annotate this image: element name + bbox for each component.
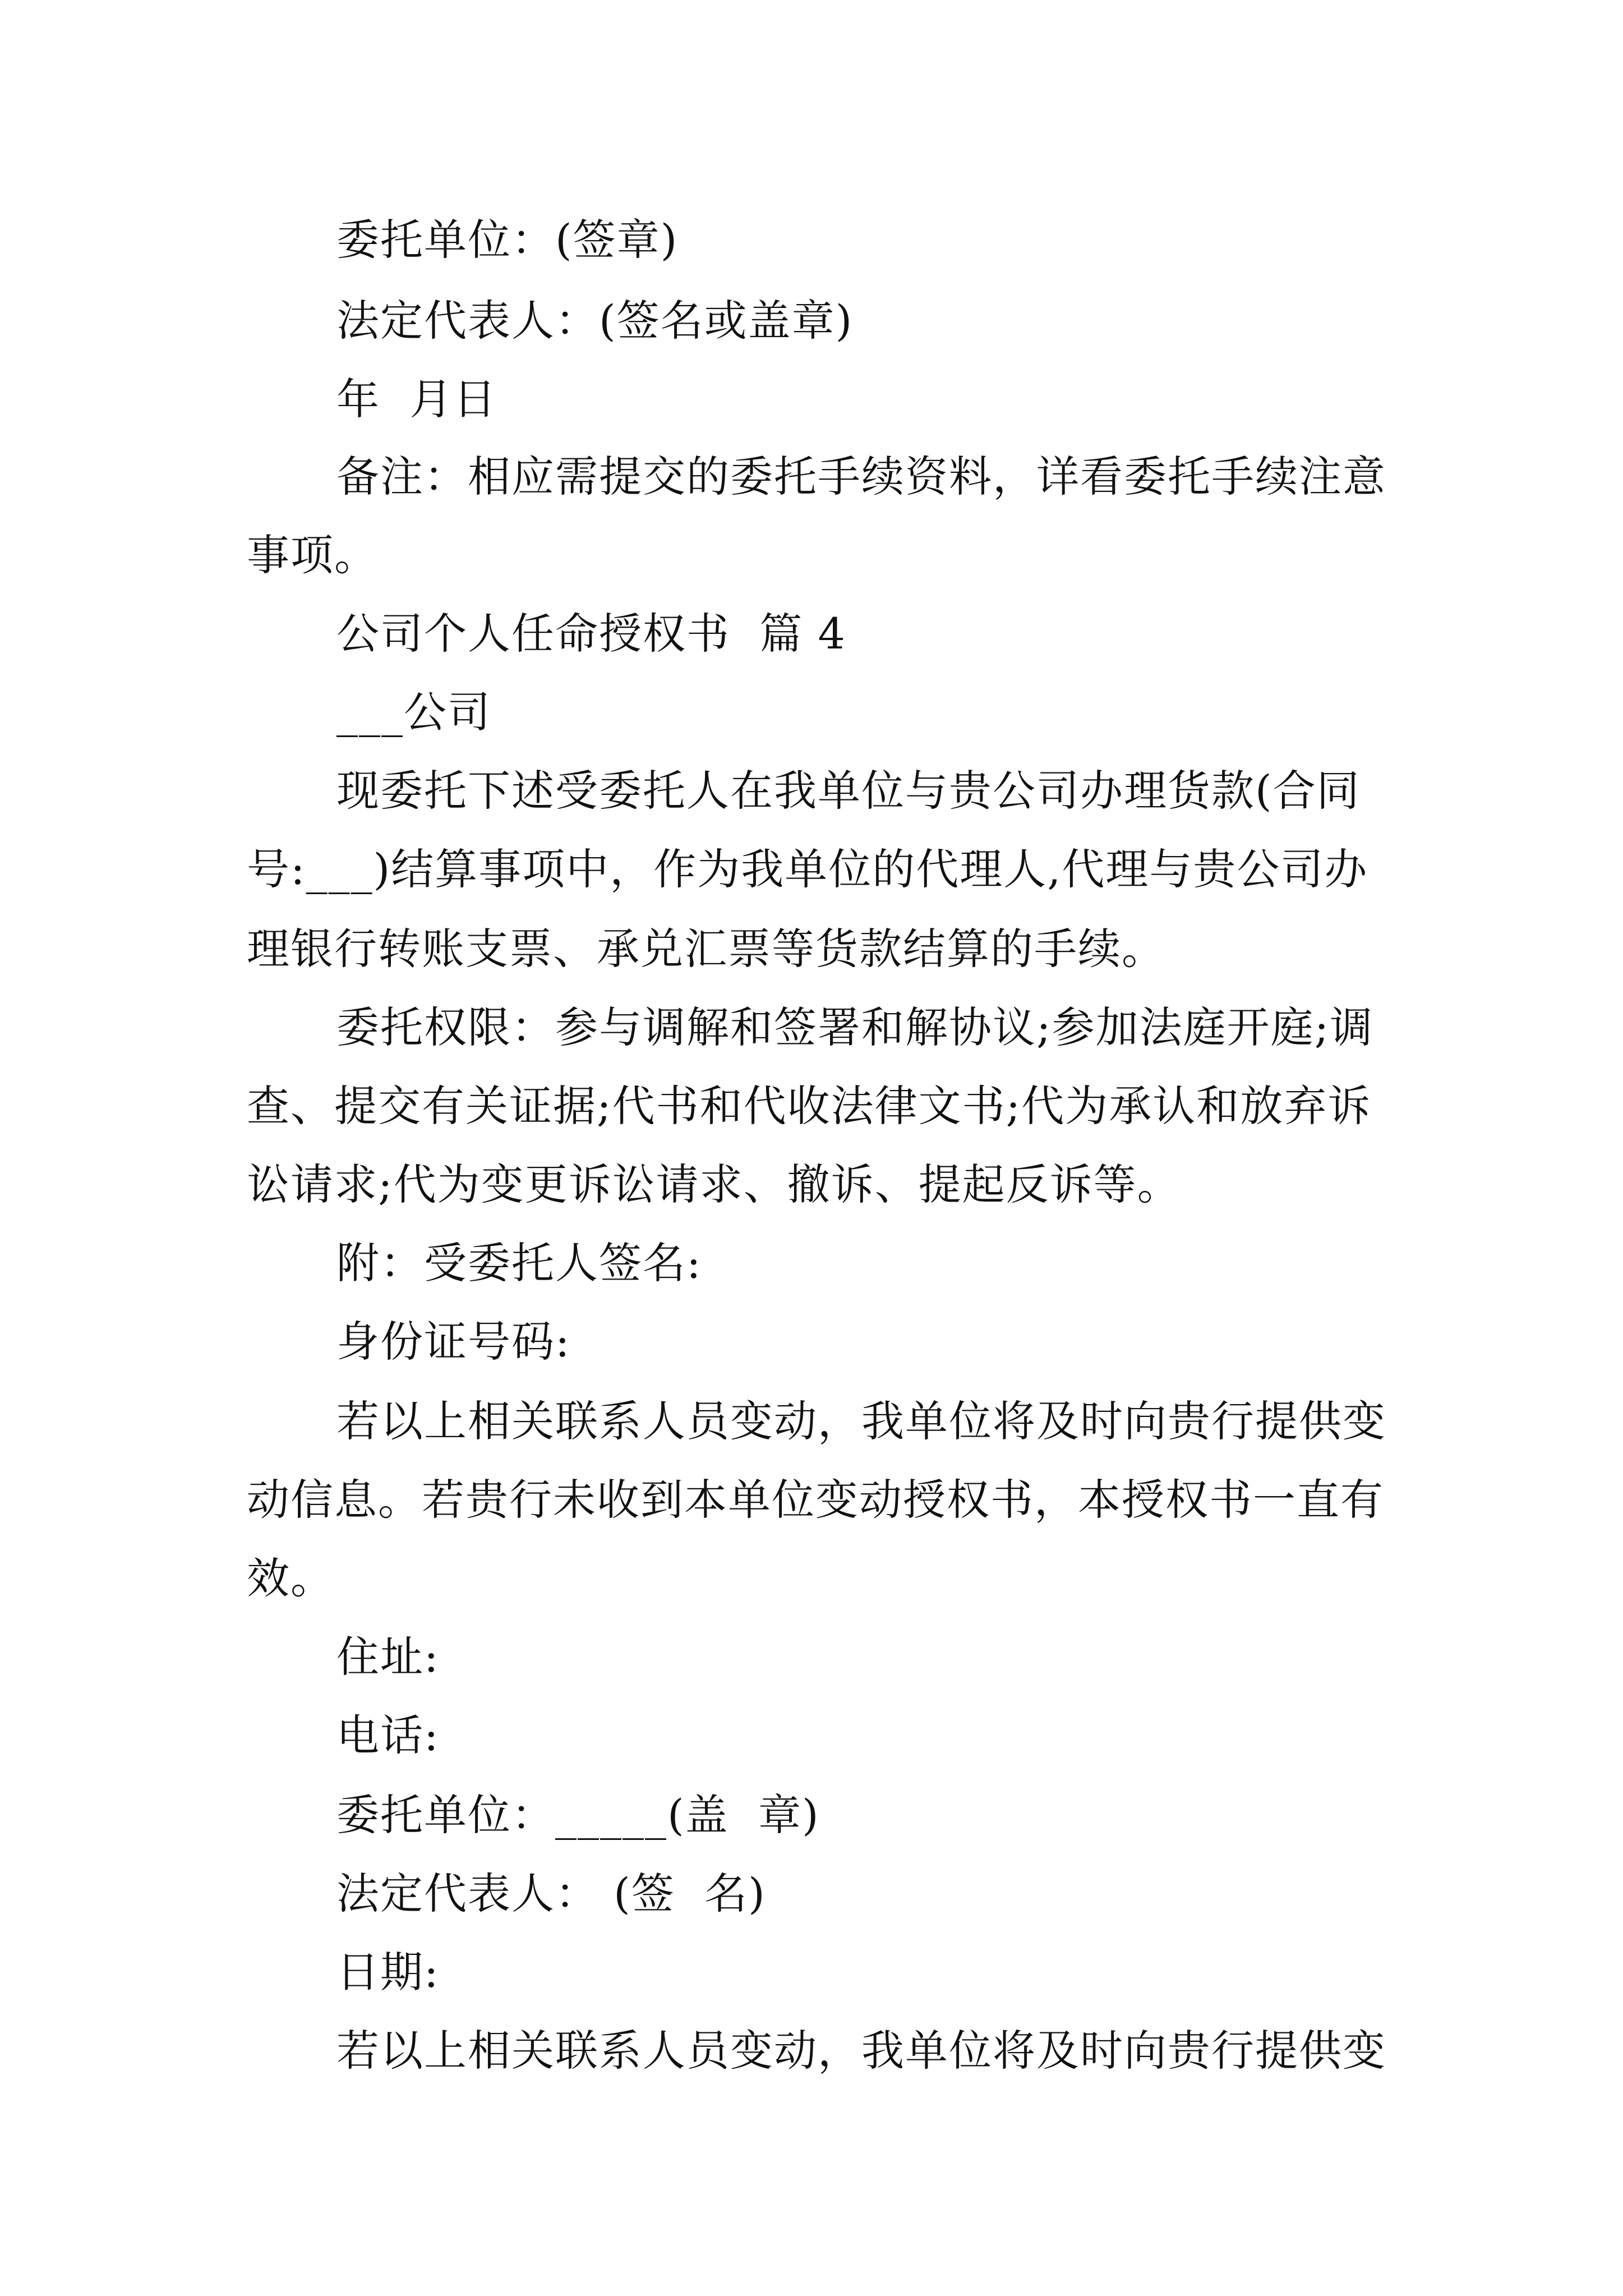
text-line-contact-change-2: 动信息。若贵行未收到本单位变动授权书，本授权书一直有 [247,1475,1384,1525]
text-line-address: 住址: [336,1632,440,1682]
text-line-contact-change-3: 效。 [247,1553,334,1603]
text-line-entrustment-intro: 现委托下述受委托人在我单位与贵公司办理货款(合同 [336,766,1361,816]
text-line-contract-number: 号:___)结算事项中，作为我单位的代理人,代理与贵公司办 [247,844,1368,894]
text-line-contact-change-repeat: 若以上相关联系人员变动，我单位将及时向贵行提供变 [336,2026,1386,2076]
text-line-legal-rep-signature: 法定代表人：(签名或盖章) [336,296,854,346]
text-line-legal-rep-sign: 法定代表人： (签 名) [336,1869,766,1918]
text-line-company-addressee: ___公司 [336,687,491,737]
text-line-date-placeholder: 年 月日 [336,374,497,424]
text-line-settlement: 理银行转账支票、承兑汇票等货款结算的手续。 [247,924,1165,974]
text-line-remarks-continued: 事项。 [247,530,378,580]
text-line-authority-scope-3: 讼请求;代为变更诉讼请求、撤诉、提起反诉等。 [247,1159,1181,1209]
text-line-entrusting-unit-stamp: 委托单位：_____(盖 章) [336,1790,820,1840]
section-heading: 公司个人任命授权书 篇 4 [336,609,846,659]
text-line-remarks: 备注：相应需提交的委托手续资料，详看委托手续注意 [336,452,1386,501]
text-line-contact-change: 若以上相关联系人员变动，我单位将及时向贵行提供变 [336,1396,1386,1446]
text-line-entrusting-unit-seal: 委托单位：(签章) [336,215,679,265]
text-line-authority-scope-2: 查、提交有关证据;代书和代收法律文书;代为承认和放弃诉 [247,1081,1372,1131]
text-line-date: 日期: [336,1947,440,1997]
text-line-authority-scope: 委托权限：参与调解和签署和解协议;参加法庭开庭;调 [336,1002,1374,1052]
text-line-agent-signature: 附：受委托人签名: [336,1238,702,1288]
text-line-phone: 电话: [336,1710,440,1760]
text-line-id-number: 身份证号码: [336,1317,571,1366]
